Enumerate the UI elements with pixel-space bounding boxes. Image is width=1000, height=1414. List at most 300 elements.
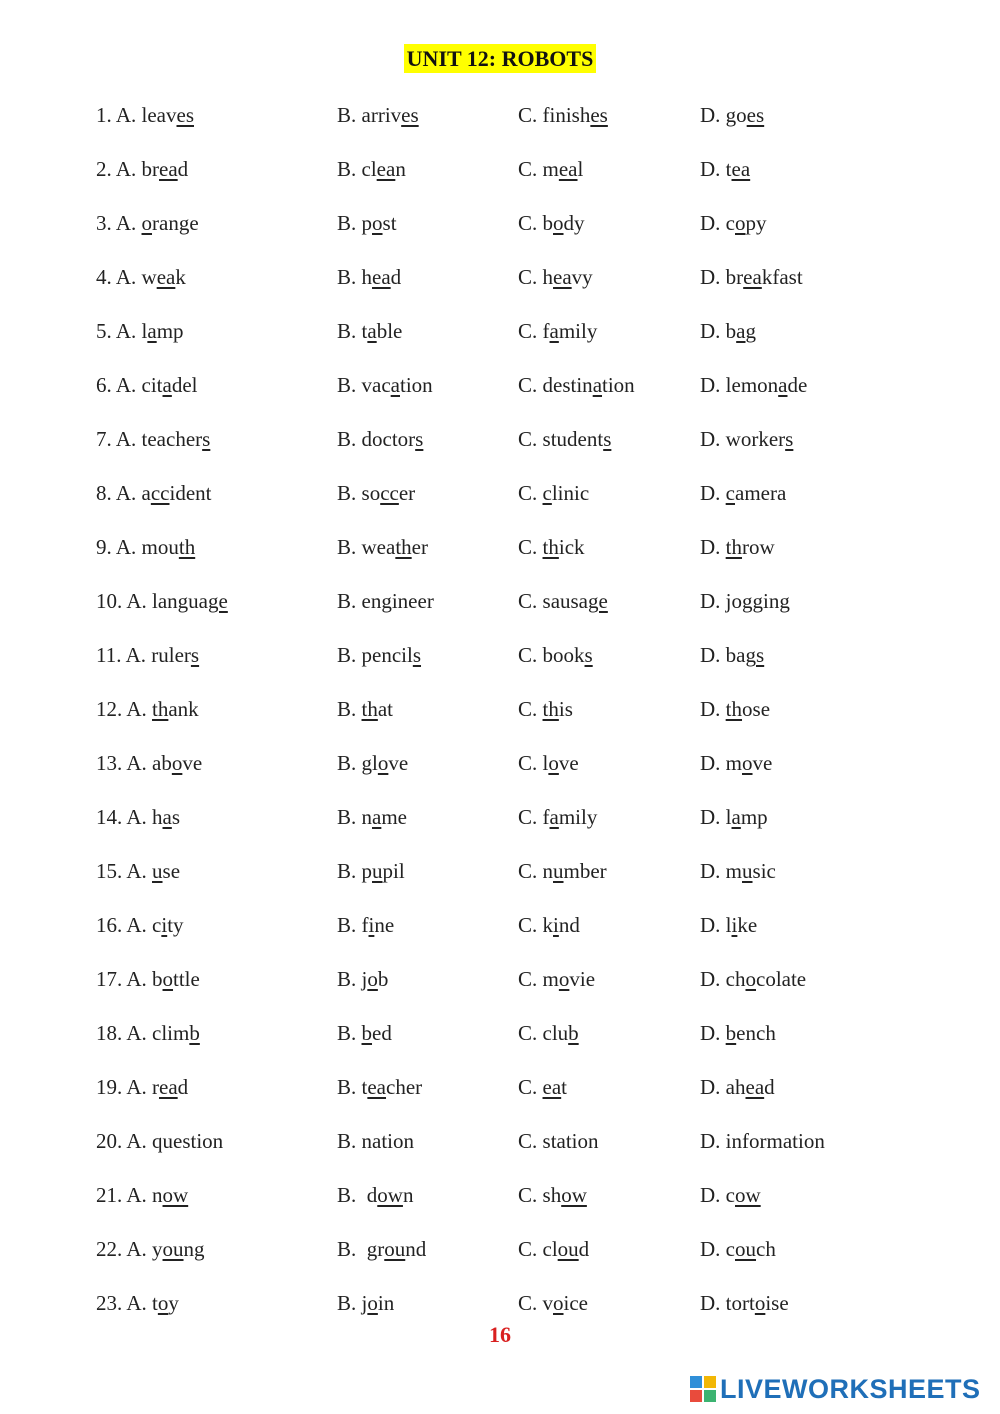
word-before: l [141, 319, 148, 343]
underlined-part: i [161, 913, 168, 937]
answer-option-c[interactable] [518, 856, 607, 886]
underlined-part: o [377, 751, 389, 775]
answer-option-b[interactable] [337, 532, 428, 562]
word-after: d [177, 157, 189, 181]
underlined-part: ea [745, 1075, 765, 1099]
underlined-part: s [190, 643, 200, 667]
answer-option-a[interactable] [96, 586, 228, 616]
answer-option-d[interactable] [700, 1180, 761, 1210]
word-before: gr [366, 1237, 385, 1261]
option-letter: A. [126, 1075, 153, 1099]
answer-option-b[interactable] [337, 262, 401, 292]
word-after: d [578, 1237, 590, 1261]
answer-option-b[interactable] [337, 1018, 392, 1048]
underlined-part: cc [150, 481, 170, 505]
question-row [0, 640, 1000, 670]
underlined-part: s [202, 427, 211, 451]
word-after: linic [551, 481, 590, 505]
option-letter: B. [337, 373, 362, 397]
answer-option-c[interactable] [518, 532, 585, 562]
option-letter: C. [518, 103, 543, 127]
underlined-part: s [785, 427, 794, 451]
underlined-part: c [725, 481, 735, 505]
answer-option-d[interactable] [700, 856, 776, 886]
word-after: de [787, 373, 808, 397]
answer-option-d[interactable] [700, 586, 790, 616]
word-before: c [725, 1183, 735, 1207]
word-before: en [361, 589, 382, 613]
answer-option-d[interactable] [700, 370, 807, 400]
word-before: clim [152, 1021, 190, 1045]
liveworksheets-logo[interactable] [690, 1372, 981, 1406]
answer-option-b[interactable] [337, 424, 423, 454]
underlined-part: i [553, 913, 559, 937]
word-after: at [377, 697, 394, 721]
underlined-part: b [568, 1021, 579, 1045]
option-letter: C. [518, 589, 543, 613]
underlined-part: es [746, 103, 765, 127]
option-letter: D. [700, 1021, 726, 1045]
word-after: ttle [173, 967, 200, 991]
underlined-part: a [731, 805, 741, 829]
option-letter: A. [126, 967, 153, 991]
underlined-part: ow [735, 1183, 761, 1207]
question-number: 16. [96, 913, 123, 937]
option-letter: A. [115, 535, 142, 559]
word-after: vie [569, 967, 596, 991]
option-letter: A. [115, 265, 142, 289]
underlined-part: g [381, 589, 392, 613]
answer-option-a[interactable] [96, 694, 199, 724]
answer-option-d[interactable] [700, 478, 786, 508]
option-letter: C. [518, 427, 543, 451]
option-letter: A. [126, 1237, 153, 1261]
answer-option-b[interactable] [337, 910, 394, 940]
word-after: is [558, 697, 573, 721]
option-letter: A. [126, 697, 153, 721]
answer-option-c[interactable] [518, 1234, 589, 1264]
option-letter: D. [700, 481, 726, 505]
answer-option-a[interactable] [96, 532, 195, 562]
word-before: b [542, 211, 554, 235]
option-letter: B. [337, 1129, 362, 1153]
question-number: 7. [96, 427, 112, 451]
answer-option-d[interactable] [700, 910, 757, 940]
question-row [0, 748, 1000, 778]
word-before: v [542, 1291, 554, 1315]
option-letter: B. [337, 103, 362, 127]
underlined-part: s [756, 643, 765, 667]
underlined-part: o [558, 967, 570, 991]
question-number: 15. [96, 859, 123, 883]
answer-option-a[interactable] [96, 802, 180, 832]
question-row [0, 208, 1000, 238]
word-before: m [542, 967, 559, 991]
underlined-part: ea [367, 1075, 387, 1099]
answer-option-a[interactable] [96, 1180, 188, 1210]
option-letter: B. [337, 1183, 367, 1207]
option-letter: B. [337, 1237, 367, 1261]
answer-option-d[interactable] [700, 1072, 775, 1102]
answer-option-d[interactable] [700, 694, 770, 724]
word-after: amera [735, 481, 787, 505]
word-after: l [577, 157, 584, 181]
word-after: me [381, 805, 407, 829]
question-row [0, 964, 1000, 994]
word-before: mou [141, 535, 179, 559]
word-after: ing [763, 589, 790, 613]
underlined-part: ea [159, 157, 178, 181]
underlined-part: o [171, 751, 183, 775]
answer-option-d[interactable] [700, 100, 764, 130]
answer-option-c[interactable] [518, 1288, 588, 1318]
answer-option-a[interactable] [96, 100, 194, 130]
underlined-part: o [745, 967, 756, 991]
answer-option-c[interactable] [518, 424, 611, 454]
option-letter: A. [126, 859, 153, 883]
answer-option-a[interactable] [96, 478, 212, 508]
word-before: teacher [141, 427, 203, 451]
answer-option-d[interactable] [700, 208, 767, 238]
option-letter: C. [518, 859, 543, 883]
option-letter: D. [700, 697, 726, 721]
underlined-part: o [157, 1291, 169, 1315]
underlined-part: ea [159, 1075, 178, 1099]
word-before: book [542, 643, 585, 667]
question-row [0, 370, 1000, 400]
word-before: tort [725, 1291, 755, 1315]
answer-option-c[interactable] [518, 154, 583, 184]
word-after: ank [168, 697, 199, 721]
word-before: clu [542, 1021, 569, 1045]
word-after: mp [156, 319, 184, 343]
word-before: h [542, 265, 554, 289]
option-letter: D. [700, 913, 726, 937]
word-before: t [725, 157, 732, 181]
answer-option-b[interactable] [337, 694, 393, 724]
word-after: row [742, 535, 775, 559]
answer-option-d[interactable] [700, 802, 768, 832]
word-before: a [141, 481, 151, 505]
word-after: ng [183, 1237, 205, 1261]
word-before: br [725, 265, 744, 289]
answer-option-b[interactable] [337, 154, 406, 184]
answer-option-d[interactable] [700, 640, 764, 670]
answer-option-b[interactable] [337, 208, 397, 238]
answer-option-a[interactable] [96, 1126, 223, 1156]
word-after: mber [563, 859, 607, 883]
word-before: m [542, 157, 559, 181]
option-letter: D. [700, 751, 726, 775]
word-before: pencil [361, 643, 413, 667]
underlined-part: c [542, 481, 552, 505]
answer-option-c[interactable] [518, 208, 585, 238]
word-before: c [725, 211, 735, 235]
answer-option-c[interactable] [518, 910, 580, 940]
word-before: cl [542, 1237, 558, 1261]
question-row [0, 532, 1000, 562]
option-letter: B. [337, 751, 362, 775]
answer-option-d[interactable] [700, 748, 772, 778]
answer-option-d[interactable] [700, 532, 775, 562]
option-letter: B. [337, 913, 362, 937]
question-number: 2. [96, 157, 112, 181]
option-letter: B. [337, 1075, 362, 1099]
underlined-part: th [361, 697, 378, 721]
question-number: 3. [96, 211, 112, 235]
word-before: langua [152, 589, 208, 613]
answer-option-a[interactable] [96, 424, 210, 454]
word-after: er [398, 481, 416, 505]
word-before: sh [542, 1183, 562, 1207]
answer-option-b[interactable] [337, 802, 407, 832]
word-before: jo [725, 589, 743, 613]
underlined-part: a [778, 373, 788, 397]
option-letter: C. [518, 481, 543, 505]
underlined-part: u [372, 859, 383, 883]
question-number: 18. [96, 1021, 123, 1045]
option-letter: D. [700, 103, 726, 127]
option-letter: B. [337, 535, 362, 559]
question-row [0, 478, 1000, 508]
option-letter: A. [115, 103, 142, 127]
option-letter: C. [518, 1237, 543, 1261]
underlined-part: ow [561, 1183, 587, 1207]
option-letter: C. [518, 1075, 543, 1099]
option-letter: B. [337, 805, 362, 829]
answer-option-a[interactable] [96, 262, 186, 292]
answer-option-a[interactable] [96, 910, 184, 940]
word-before: t [152, 1291, 158, 1315]
answer-option-c[interactable] [518, 748, 579, 778]
word-after: colate [756, 967, 807, 991]
word-before: c [725, 1237, 735, 1261]
answer-option-b[interactable] [337, 856, 405, 886]
option-letter: A. [115, 319, 142, 343]
option-letter: C. [518, 1129, 543, 1153]
underlined-part: ea [553, 265, 572, 289]
answer-option-c[interactable] [518, 478, 589, 508]
word-before: r [152, 1075, 160, 1099]
answer-option-d[interactable] [700, 1234, 776, 1264]
answer-option-c[interactable] [518, 316, 597, 346]
word-before: w [141, 265, 157, 289]
underlined-part: ge [208, 589, 228, 613]
question-number: 23. [96, 1291, 123, 1315]
answer-option-a[interactable] [96, 370, 198, 400]
word-before: f [361, 913, 369, 937]
answer-option-b[interactable] [337, 586, 434, 616]
question-row [0, 100, 1000, 130]
word-before: information [725, 1129, 825, 1153]
question-number: 20. [96, 1129, 123, 1153]
answer-option-b[interactable] [337, 100, 419, 130]
word-after: ty [167, 913, 184, 937]
underlined-part: a [162, 805, 172, 829]
answer-option-c[interactable] [518, 694, 573, 724]
option-letter: A. [126, 805, 153, 829]
answer-option-c[interactable] [518, 640, 593, 670]
underlined-part: gg [742, 589, 764, 613]
word-before: nation [361, 1129, 415, 1153]
answer-option-d[interactable] [700, 316, 756, 346]
word-before: n [361, 805, 373, 829]
word-after: ed [372, 1021, 392, 1045]
word-before: lemon [725, 373, 779, 397]
option-letter: A. [126, 1129, 153, 1153]
word-after: in [377, 1291, 395, 1315]
option-letter: C. [518, 805, 543, 829]
option-letter: C. [518, 265, 543, 289]
underlined-part: ea [156, 265, 176, 289]
word-after: nd [405, 1237, 427, 1261]
word-after: ke [737, 913, 758, 937]
question-row [0, 262, 1000, 292]
answer-option-d[interactable] [700, 262, 803, 292]
underlined-part: a [367, 319, 377, 343]
answer-option-a[interactable] [96, 748, 202, 778]
word-before: question [152, 1129, 224, 1153]
answer-option-b[interactable] [337, 1126, 414, 1156]
underlined-part: ea [376, 157, 396, 181]
option-letter: D. [700, 535, 726, 559]
option-letter: B. [337, 1021, 362, 1045]
word-after: cher [386, 1075, 423, 1099]
option-letter: D. [700, 643, 726, 667]
word-after: st [382, 211, 397, 235]
answer-option-c[interactable] [518, 964, 595, 994]
word-after: mily [558, 319, 598, 343]
answer-option-b[interactable] [337, 748, 408, 778]
underlined-part: th [178, 535, 196, 559]
question-number: 8. [96, 481, 112, 505]
answer-option-b[interactable] [337, 370, 433, 400]
word-before: cit [141, 373, 163, 397]
option-letter: A. [126, 1021, 153, 1045]
word-after: d [764, 1075, 775, 1099]
answer-option-a[interactable] [96, 640, 199, 670]
answer-option-b[interactable] [337, 316, 402, 346]
underlined-part: i [368, 913, 375, 937]
option-letter: D. [700, 157, 726, 181]
option-letter: C. [518, 967, 543, 991]
answer-option-c[interactable] [518, 586, 608, 616]
underlined-part: ea [743, 265, 762, 289]
answer-option-b[interactable] [337, 640, 421, 670]
word-before: leav [141, 103, 177, 127]
answer-option-c[interactable] [518, 262, 593, 292]
question-number: 5. [96, 319, 112, 343]
underlined-part: o [141, 211, 153, 235]
answer-option-d[interactable] [700, 964, 806, 994]
word-after: ve [752, 751, 773, 775]
answer-option-b[interactable] [337, 1288, 394, 1318]
answer-option-a[interactable] [96, 154, 188, 184]
word-after: pil [382, 859, 405, 883]
answer-option-b[interactable] [337, 964, 388, 994]
answer-option-a[interactable] [96, 1072, 188, 1102]
answer-option-d[interactable] [700, 424, 793, 454]
answer-option-a[interactable] [96, 856, 180, 886]
question-number: 17. [96, 967, 123, 991]
answer-option-d[interactable] [700, 1288, 789, 1318]
answer-option-b[interactable] [337, 1072, 422, 1102]
answer-option-a[interactable] [96, 964, 200, 994]
word-before: ch [725, 967, 746, 991]
answer-option-c[interactable] [518, 370, 635, 400]
answer-option-b[interactable] [337, 1234, 426, 1264]
underlined-part: o [754, 1291, 766, 1315]
question-number: 14. [96, 805, 123, 829]
underlined-part: s [584, 643, 593, 667]
answer-option-c[interactable] [518, 1126, 599, 1156]
underlined-part: s [603, 427, 612, 451]
underlined-part: es [176, 103, 194, 127]
word-before: l [725, 913, 732, 937]
word-before: doctor [361, 427, 416, 451]
word-after: b [377, 967, 389, 991]
underlined-part: th [542, 535, 559, 559]
word-before: b [152, 967, 163, 991]
question-number: 19. [96, 1075, 123, 1099]
answer-option-b[interactable] [337, 478, 415, 508]
answer-option-c[interactable] [518, 1072, 567, 1102]
option-letter: C. [518, 319, 543, 343]
answer-option-c[interactable] [518, 802, 597, 832]
underlined-part: th [725, 697, 743, 721]
underlined-part: o [742, 751, 753, 775]
option-letter: C. [518, 643, 543, 667]
answer-option-d[interactable] [700, 154, 750, 184]
word-after: del [171, 373, 198, 397]
underlined-part: s [412, 643, 422, 667]
question-row [0, 856, 1000, 886]
answer-option-d[interactable] [700, 1018, 776, 1048]
underlined-part: s [415, 427, 424, 451]
answer-option-d[interactable] [700, 1126, 825, 1156]
answer-option-a[interactable] [96, 1018, 200, 1048]
underlined-part: u [742, 859, 753, 883]
option-letter: A. [115, 211, 142, 235]
word-after: tion [602, 373, 635, 397]
answer-option-a[interactable] [96, 316, 184, 346]
option-letter: A. [126, 1183, 153, 1207]
answer-option-c[interactable] [518, 100, 608, 130]
answer-option-a[interactable] [96, 1288, 179, 1318]
underlined-part: a [549, 319, 559, 343]
word-after: nd [558, 913, 580, 937]
word-after: ench [736, 1021, 776, 1045]
underlined-part: th [725, 535, 743, 559]
answer-option-a[interactable] [96, 1234, 205, 1264]
word-before: k [542, 913, 554, 937]
question-row [0, 694, 1000, 724]
word-after: ice [563, 1291, 588, 1315]
answer-option-c[interactable] [518, 1180, 587, 1210]
word-before: b [725, 319, 737, 343]
word-before: m [725, 859, 743, 883]
underlined-part: i [731, 913, 738, 937]
option-letter: B. [337, 859, 362, 883]
answer-option-c[interactable] [518, 1018, 579, 1048]
option-letter: D. [700, 265, 726, 289]
underlined-part: ow [377, 1183, 403, 1207]
word-after: d [177, 1075, 189, 1099]
underlined-part: b [189, 1021, 200, 1045]
answer-option-a[interactable] [96, 208, 199, 238]
answer-option-b[interactable] [337, 1180, 413, 1210]
word-before: sausa [542, 589, 589, 613]
